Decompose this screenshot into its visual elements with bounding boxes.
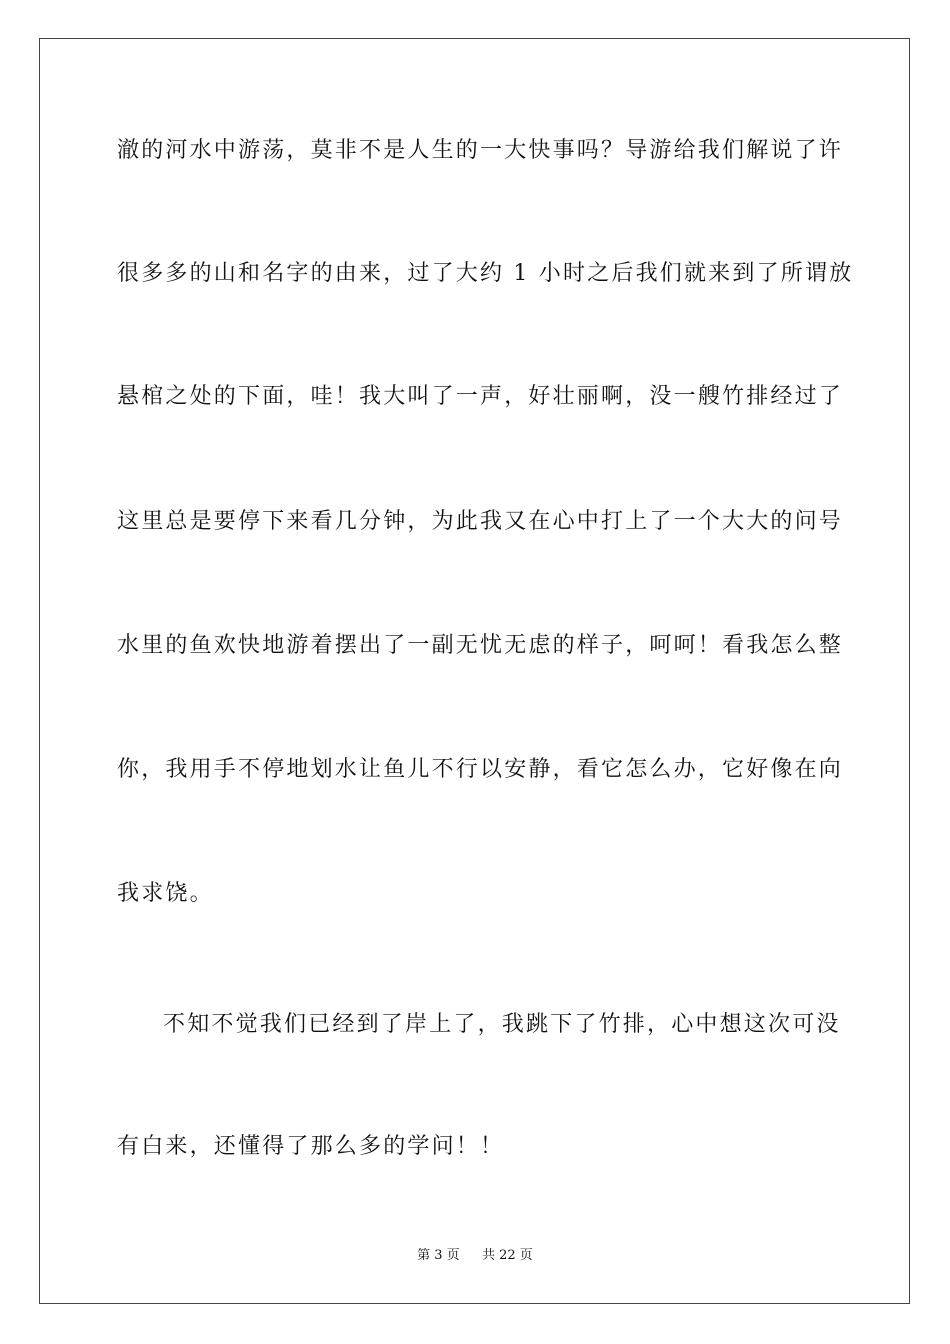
paragraph-line: 水里的鱼欢快地游着摆出了一副无忧无虑的样子，呵呵！看我怎么整: [117, 633, 844, 658]
paragraph-line: 很多多的山和名字的由来，过了大约 1 小时之后我们就来到了所谓放: [117, 261, 854, 286]
paragraph-line: 不知不觉我们已经到了岸上了，我跳下了竹排，心中想这次可没: [163, 1012, 841, 1037]
page-footer: [0, 1248, 950, 1264]
page-border: [39, 38, 910, 1304]
paragraph-line: 你，我用手不停地划水让鱼儿不行以安静，看它怎么办，它好像在向: [117, 757, 844, 782]
page-number: 第 3 页: [417, 1248, 460, 1263]
paragraph-line: 澈的河水中游荡，莫非不是人生的一大快事吗？导游给我们解说了许: [117, 138, 844, 163]
paragraph-line: 我求饶。: [117, 881, 214, 906]
page-total: 共 22 页: [482, 1248, 533, 1263]
paragraph-line: 有白来，还懂得了那么多的学问！！: [117, 1134, 505, 1159]
paragraph-line: 这里总是要停下来看几分钟，为此我又在心中打上了一个大大的问号: [117, 509, 844, 534]
paragraph-line: 悬棺之处的下面，哇！我大叫了一声，好壮丽啊，没一艘竹排经过了: [117, 384, 844, 409]
